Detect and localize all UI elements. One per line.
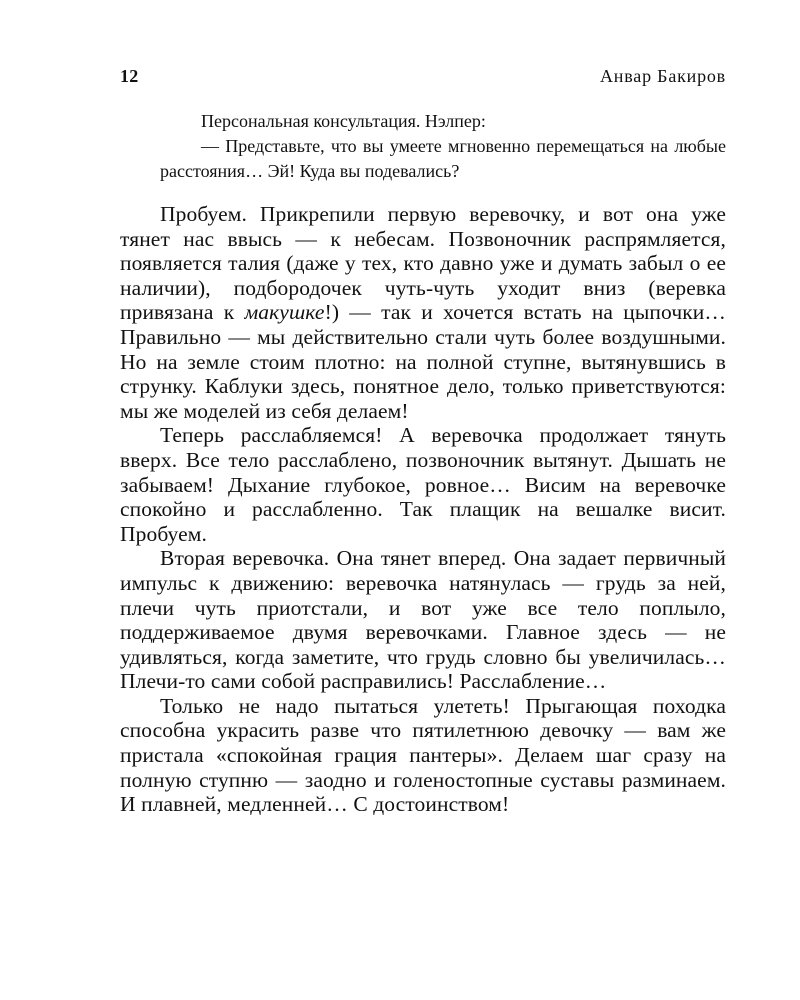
paragraph xyxy=(120,202,726,423)
paragraph: Теперь расслабляемся! А веревочка продолжает тянуть вверх. Все тело расслаблено, позвоночник вытянут. Дышать не забываем! Дыхание глубокое, ровное… Висим на веревочке спокойно и расслабленно. Так плащик на вешалке висит. Пробуем. xyxy=(120,423,726,546)
running-head xyxy=(120,66,726,94)
epigraph xyxy=(160,109,726,184)
epigraph-line: — Представьте, что вы умеете мгновенно перемещаться на любые расстояния… Эй! Куда вы подевались? xyxy=(160,136,726,181)
paragraph: Вторая веревочка. Она тянет вперед. Она задает первичный импульс к движению: веревочка натянулась — грудь за ней, плечи чуть приотстали, и вот уже все тело поплыло, поддерживаемое двумя веревочками. Главное здесь — не удивляться, когда заметите, что грудь словно бы увеличилась… Плечи-то сами собой расправились! Расслабление… xyxy=(120,546,726,694)
page-number: 12 xyxy=(120,66,139,86)
paragraph-text: Пробуем. Прикрепили первую веревочку, и вот она уже тянет нас ввысь — к небесам. Позвоночник распрямляется, появляется талия (даже у тех, кто давно уже и думать забыл о ее наличии), подбородочек чуть-чуть уходит вниз (веревка привязана к xyxy=(120,202,726,325)
epigraph-line: Персональная консультация. Нэлпер: xyxy=(201,111,486,131)
paragraph: Только не надо пытаться улететь! Прыгающая походка способна украсить разве что пятилетнюю девочку — вам же пристала «спокойная грация пантеры». Делаем шаг сразу на полную ступню — заодно и голеностопные суставы разминаем. И плавней, медленней… С достоинством! xyxy=(120,693,726,817)
author-name: Анвар Бакиров xyxy=(600,66,726,86)
body-text xyxy=(120,202,726,817)
paragraph-text: !) — так и хочется встать на цыпочки… Правильно — мы действительно стали чуть более воздушными. Но на земле стоим плотно: на полной ступне, вытянувшись в струнку. Каблуки здесь, понятное дело, только приветствуются: мы же моделей из себя делаем! xyxy=(120,300,726,423)
emphasized-word: макушке xyxy=(244,300,325,325)
